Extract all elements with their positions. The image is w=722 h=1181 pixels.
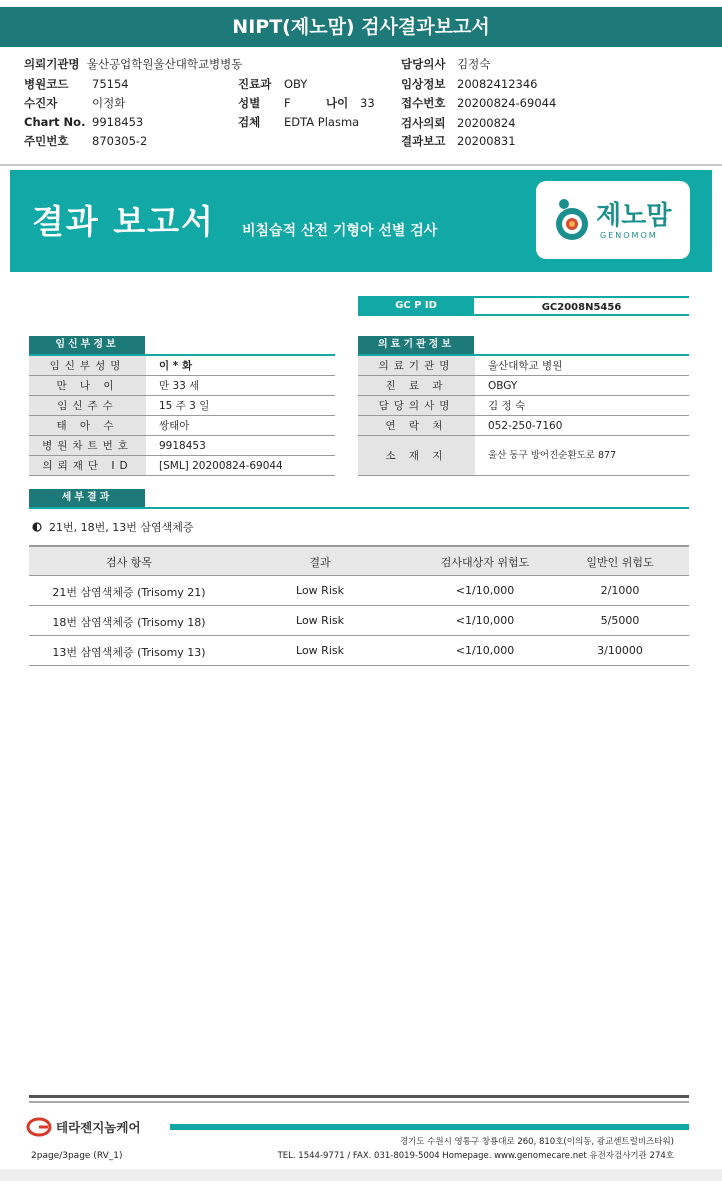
col-subject-risk: 검사대상자 위험도: [440, 556, 530, 569]
pregnant-row-chart: [29, 436, 335, 456]
report-date-field: 결과보고 20200831: [401, 134, 516, 148]
footer-divider-thin: [29, 1101, 689, 1103]
row-value: OBGY: [488, 380, 518, 392]
institution-row-dept: [358, 376, 689, 396]
result-banner: [10, 170, 712, 272]
footer-accent-bar: [170, 1124, 689, 1130]
request-field: 검사의뢰 20200824: [401, 116, 516, 130]
pregnant-row-name: [29, 356, 335, 376]
page-bottom-edge: [0, 1169, 722, 1181]
row-value: 052-250-7160: [488, 420, 563, 432]
cell-general-risk: 5/5000: [600, 614, 640, 627]
gcp-id-label: GC P ID: [358, 296, 474, 316]
banner-subtitle: 비침습적 산전 기형아 선별 검사: [242, 223, 438, 239]
accession-field: 접수번호 20200824-69044: [401, 96, 557, 110]
row-key: 의뢰재단 ID: [29, 456, 146, 475]
clinical-field: 임상정보 20082412346: [401, 77, 538, 91]
chart-field: Chart No. 9918453: [24, 115, 144, 129]
details-section-label: 세부결과: [29, 489, 145, 507]
pregnant-row-fetus: [29, 416, 335, 436]
banner-title: 결과 보고서: [32, 202, 215, 241]
row-key: 만 나 이: [29, 376, 146, 395]
cell-subject-risk: <1/10,000: [455, 644, 515, 657]
gcp-id-value: GC2008N5456: [474, 296, 689, 316]
logo-subtext: GENOMOM: [600, 231, 658, 240]
row-value: 15 주 3 일: [159, 400, 210, 412]
cell-result: Low Risk: [296, 614, 344, 627]
row-key: 연 락 처: [358, 416, 475, 435]
cell-item: 21번 삼염색체증 (Trisomy 21): [52, 586, 206, 599]
rrn-field: 주민번호 870305-2: [24, 134, 148, 148]
pregnant-info-section-label: 임신부정보: [29, 336, 145, 354]
row-value: 쌍태아: [159, 420, 190, 432]
cell-item: 18번 삼염색체증 (Trisomy 18): [52, 616, 206, 629]
age-field: 나이 33: [326, 96, 375, 110]
institution-row-name: [358, 356, 689, 376]
cell-subject-risk: <1/10,000: [455, 584, 515, 597]
row-key: 병원차트번호: [29, 436, 146, 455]
receiver-field: 수진자 이정화: [24, 96, 126, 110]
row-value: 9918453: [159, 440, 206, 452]
row-value: 울산 동구 방어진순환도로 877: [488, 450, 617, 461]
row-value: 울산대학교 병원: [488, 360, 563, 372]
dept-field: 진료과 OBY: [238, 77, 308, 91]
col-item: 검사 항목: [105, 556, 152, 569]
company-address: 경기도 수원시 영통구 창룡대로 260, 810호(이의동, 광교센트럴비즈타워): [399, 1137, 674, 1147]
row-key: 임신부성명: [29, 356, 146, 375]
hospital-field: 의뢰기관명 울산공업학원울산대학교병병동: [24, 57, 243, 71]
half-circle-icon: [32, 522, 42, 532]
institution-row-doctor: [358, 396, 689, 416]
trisomy-bullet: 21번, 18번, 13번 삼염색체증: [32, 519, 193, 535]
row-key: 담당의사명: [358, 396, 475, 415]
sex-field: 성별 F: [238, 96, 291, 110]
row-key: 태 아 수: [29, 416, 146, 435]
logo-text: 제노맘: [596, 201, 672, 231]
cell-result: Low Risk: [296, 644, 344, 657]
doctor-field: 담당의사 김정숙: [401, 57, 491, 71]
cell-result: Low Risk: [296, 584, 344, 597]
institution-row-address: [358, 436, 689, 476]
specimen-field: 검체 EDTA Plasma: [238, 115, 360, 129]
row-key: 의료기관명: [358, 356, 475, 375]
genomom-logo-icon: [550, 197, 592, 243]
table-header: [29, 547, 689, 576]
row-value: 김 정 숙: [488, 400, 526, 412]
genomom-logo: [536, 181, 690, 259]
table-row: [29, 606, 689, 636]
pregnant-row-weeks: [29, 396, 335, 416]
table-row: [29, 636, 689, 666]
page-number: 2page/3page (RV_1): [31, 1151, 123, 1161]
row-value: 이 * 화: [159, 360, 193, 372]
institution-section-label: 의료기관정보: [358, 336, 474, 354]
pregnant-row-age: [29, 376, 335, 396]
company-contact: TEL. 1544-9771 / FAX. 031-8019-5004 Homepage. www.genomecare.net 유전자검사기관 274호: [277, 1151, 674, 1161]
institution-row-contact: [358, 416, 689, 436]
code-field: 병원코드 75154: [24, 77, 129, 91]
row-value: 만 33 세: [159, 380, 200, 392]
cell-subject-risk: <1/10,000: [455, 614, 515, 627]
cell-general-risk: 2/1000: [600, 584, 640, 597]
row-value: [SML] 20200824-69044: [159, 460, 283, 472]
cell-item: 13번 삼염색체증 (Trisomy 13): [52, 646, 206, 659]
theragen-logo-icon: [26, 1117, 52, 1137]
table-row: [29, 576, 689, 606]
row-key: 소 재 지: [358, 436, 475, 475]
header-divider: [0, 164, 722, 166]
row-key: 진 료 과: [358, 376, 475, 395]
company-name: 테라젠지놈케어: [56, 1120, 141, 1135]
details-line: [29, 507, 689, 509]
report-title: NIPT(제노맘) 검사결과보고서: [0, 7, 722, 47]
cell-general-risk: 3/10000: [597, 644, 643, 657]
pregnant-row-foundation-id: [29, 456, 335, 476]
col-general-risk: 일반인 위험도: [586, 556, 654, 569]
col-result: 결과: [309, 556, 331, 569]
footer-divider: [29, 1095, 689, 1098]
row-key: 임신주수: [29, 396, 146, 415]
